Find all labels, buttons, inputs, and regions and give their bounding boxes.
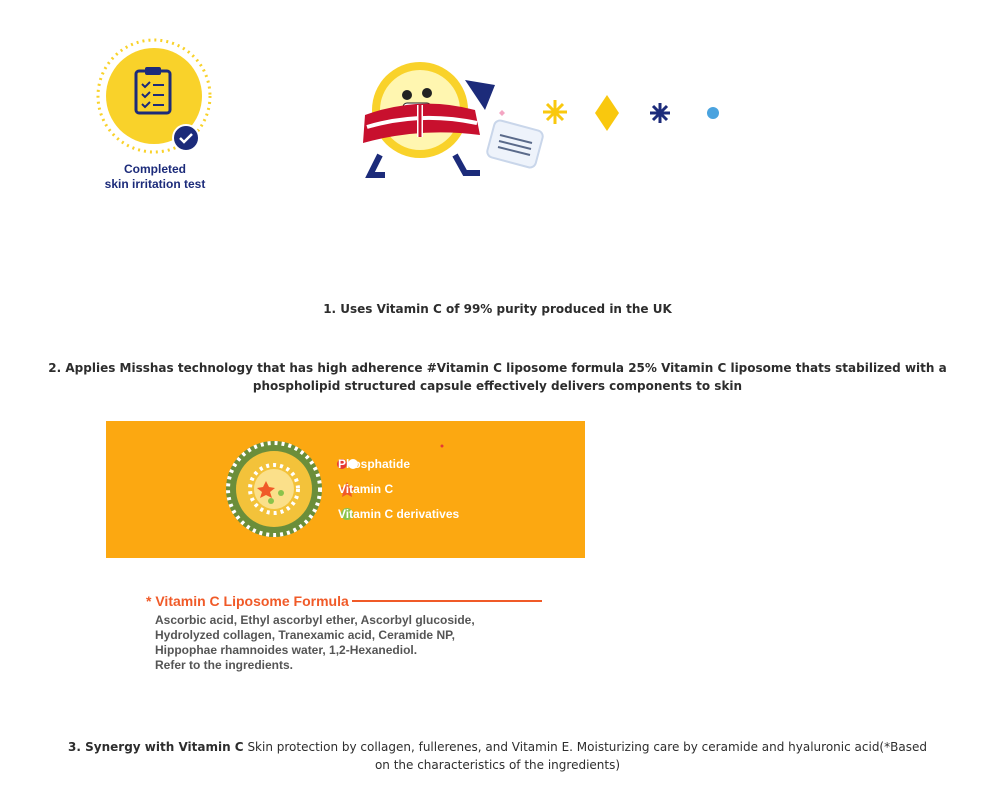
point-3: 3. Synergy with Vitamin C Skin protection by collagen, fullerenes, and Vitamin E. Moisturizing care by ceramide and hyaluronic acid(*Based on the characteristics of the ingredients) bbox=[68, 740, 927, 772]
sparkle-navy-icon bbox=[650, 103, 670, 123]
suitcase-icon bbox=[486, 119, 544, 169]
formula-title: * Vitamin C Liposome Formula bbox=[146, 593, 349, 609]
liposome-sphere bbox=[226, 441, 322, 537]
sparkle-pink-icon bbox=[499, 110, 505, 116]
point-2: 2. Applies Misshas technology that has high adherence #Vitamin C liposome formula 25% Vitamin C liposome thats stabilized with a phospholipid structured capsule effectively delivers components to skin bbox=[48, 361, 947, 393]
mascot-character bbox=[363, 62, 495, 175]
sparkle-yellow-icon bbox=[543, 100, 567, 124]
legend-vitamin-c: Vitamin C bbox=[338, 482, 394, 496]
red-dot-icon bbox=[441, 445, 444, 448]
vitamin-mascot-illustration bbox=[345, 55, 725, 185]
formula-ingredients: Ascorbic acid, Ethyl ascorbyl ether, Ascorbyl glucoside, Hydrolyzed collagen, Tranexamic acid, Ceramide NP, Hippophae rhamnoides water, 1,2-Hexanediol. Refer to the ingredients. bbox=[155, 613, 475, 672]
legend-vitamin-c-derivatives: Vitamin C derivatives bbox=[338, 507, 460, 521]
point-1: 1. Uses Vitamin C of 99% purity produced in the UK bbox=[323, 302, 672, 316]
dot-blue-icon bbox=[707, 107, 719, 119]
diamond-yellow-icon bbox=[595, 95, 619, 131]
badge-caption: Completed skin irritation test bbox=[104, 162, 206, 191]
legend-phosphatide: Phosphatide bbox=[338, 457, 411, 471]
check-icon bbox=[173, 125, 199, 151]
formula-divider bbox=[352, 600, 542, 602]
skin-test-badge bbox=[96, 38, 212, 154]
